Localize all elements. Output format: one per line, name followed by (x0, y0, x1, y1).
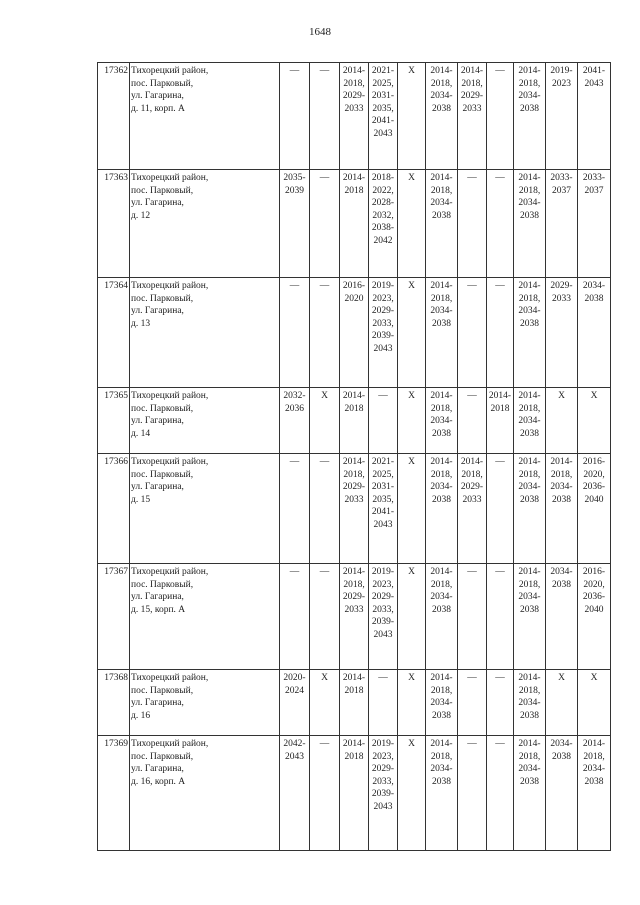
period-cell (426, 670, 458, 736)
period-text: — (319, 739, 330, 749)
period-text: 2014- 2018, 2034- 2038 (430, 567, 453, 615)
address-cell (130, 388, 280, 454)
period-text: 2014- 2018, 2029- 2033 (460, 457, 484, 505)
period-cell (310, 736, 340, 851)
period-cell (514, 63, 546, 170)
period-cell (458, 63, 487, 170)
period-text: 2034- 2038 (550, 567, 573, 590)
period-text: — (495, 66, 505, 76)
period-text: X (408, 673, 415, 683)
period-cell (426, 278, 458, 388)
row-number: 17366 (98, 454, 130, 564)
period-cell (514, 670, 546, 736)
table-row (98, 278, 611, 388)
period-text: 2016- 2020, 2036- 2040 (582, 457, 606, 505)
period-cell (280, 564, 310, 670)
period-text: — (319, 281, 330, 291)
address-cell (130, 736, 280, 851)
period-text: X (590, 391, 598, 401)
period-cell (310, 454, 340, 564)
page-number: 1648 (309, 26, 331, 38)
period-cell (458, 278, 487, 388)
period-cell (310, 170, 340, 278)
period-cell (426, 736, 458, 851)
address-cell (130, 454, 280, 564)
period-cell (578, 564, 611, 670)
period-cell (578, 736, 611, 851)
period-text: — (495, 281, 505, 291)
address-text: Тихорецкий район, пос. Парковый, ул. Гагарина, д. 14 (131, 391, 209, 439)
period-text: — (467, 173, 477, 183)
period-cell (280, 63, 310, 170)
period-cell (426, 63, 458, 170)
period-text: — (319, 66, 330, 76)
period-text: 2014- 2018, 2034- 2038 (430, 281, 453, 329)
period-text: 2014- 2018 (488, 391, 512, 414)
period-cell (398, 278, 426, 388)
period-text: X (408, 66, 415, 76)
period-text: 2014- 2018 (342, 673, 366, 696)
period-cell (280, 736, 310, 851)
period-text: 2034- 2038 (582, 281, 606, 304)
period-text: X (408, 567, 415, 577)
period-cell (578, 454, 611, 564)
period-text: 2014- 2018, 2034- 2038 (550, 457, 573, 505)
period-cell (369, 278, 398, 388)
period-text: 2014- 2018, 2034- 2038 (518, 173, 541, 221)
period-cell (458, 388, 487, 454)
period-text: X (590, 673, 598, 683)
period-cell (426, 454, 458, 564)
period-cell (546, 454, 578, 564)
period-cell (310, 63, 340, 170)
address-cell (130, 63, 280, 170)
period-text: 2014- 2018, 2034- 2038 (582, 739, 606, 787)
period-cell (487, 454, 514, 564)
period-cell (340, 564, 369, 670)
period-cell (514, 564, 546, 670)
period-cell (546, 736, 578, 851)
period-cell (514, 736, 546, 851)
period-cell (487, 278, 514, 388)
period-cell (340, 278, 369, 388)
period-cell (310, 278, 340, 388)
period-cell (310, 564, 340, 670)
address-text: Тихорецкий район, пос. Парковый, ул. Гагарина, д. 16 (131, 673, 209, 721)
period-text: 2021- 2025, 2031- 2035, 2041- 2043 (371, 457, 395, 530)
period-text: 2034- 2038 (550, 739, 573, 762)
address-text: Тихорецкий район, пос. Парковый, ул. Гагарина, д. 13 (131, 281, 209, 329)
period-text: 2014- 2018, 2034- 2038 (430, 457, 453, 505)
period-text: 2014- 2018, 2034- 2038 (518, 66, 541, 114)
period-cell (546, 388, 578, 454)
address-text: Тихорецкий район, пос. Парковый, ул. Гагарина, д. 12 (131, 173, 209, 221)
period-cell (458, 564, 487, 670)
period-text: — (289, 457, 300, 467)
row-number: 17368 (98, 670, 130, 736)
period-text: — (495, 739, 505, 749)
period-cell (546, 63, 578, 170)
period-cell (546, 670, 578, 736)
period-cell (340, 670, 369, 736)
table-row (98, 670, 611, 736)
period-text: — (319, 173, 330, 183)
table-row (98, 388, 611, 454)
row-number: 17369 (98, 736, 130, 851)
period-text: 2041- 2043 (582, 66, 606, 89)
address-cell (130, 564, 280, 670)
period-cell (369, 388, 398, 454)
period-text: — (378, 391, 388, 401)
period-cell (514, 388, 546, 454)
address-text: Тихорецкий район, пос. Парковый, ул. Гагарина, д. 16, корп. А (131, 739, 209, 787)
period-cell (280, 170, 310, 278)
period-text: 2019- 2023, 2029- 2033, 2039- 2043 (371, 739, 395, 812)
period-cell (578, 170, 611, 278)
period-text: 2014- 2018, 2029- 2033 (342, 66, 366, 114)
period-cell (369, 63, 398, 170)
table-row (98, 454, 611, 564)
period-text: 2016- 2020, 2036- 2040 (582, 567, 606, 615)
period-cell (340, 454, 369, 564)
period-text: — (319, 457, 330, 467)
table-row (98, 63, 611, 170)
period-text: 2014- 2018 (342, 739, 366, 762)
period-cell (369, 670, 398, 736)
row-number: 17367 (98, 564, 130, 670)
period-cell (340, 63, 369, 170)
table-row (98, 564, 611, 670)
period-text: X (408, 739, 415, 749)
period-text: 2014- 2018, 2034- 2038 (430, 391, 453, 439)
period-cell (458, 736, 487, 851)
row-number: 17363 (98, 170, 130, 278)
period-text: X (321, 673, 328, 683)
period-text: 2033- 2037 (582, 173, 606, 196)
period-text: 2016- 2020 (342, 281, 366, 304)
period-cell (398, 170, 426, 278)
period-cell (398, 670, 426, 736)
period-text: 2032- 2036 (283, 391, 306, 414)
address-cell (130, 670, 280, 736)
period-text: 2014- 2018, 2034- 2038 (430, 173, 453, 221)
period-text: 2021- 2025, 2031- 2035, 2041- 2043 (371, 66, 395, 139)
address-text: Тихорецкий район, пос. Парковый, ул. Гагарина, д. 15 (131, 457, 209, 505)
period-cell (426, 388, 458, 454)
period-cell (514, 454, 546, 564)
period-text: 2014- 2018, 2029- 2033 (460, 66, 484, 114)
period-text: — (495, 673, 505, 683)
period-cell (369, 170, 398, 278)
period-text: 2014- 2018, 2029- 2033 (342, 457, 366, 505)
period-cell (487, 170, 514, 278)
period-text: — (467, 567, 477, 577)
period-text: 2014- 2018, 2034- 2038 (430, 739, 453, 787)
period-cell (514, 170, 546, 278)
period-cell (578, 278, 611, 388)
period-text: 2014- 2018, 2034- 2038 (518, 391, 541, 439)
period-text: — (378, 673, 388, 683)
period-cell (398, 388, 426, 454)
period-text: — (495, 457, 505, 467)
period-text: 2018- 2022, 2028- 2032, 2038- 2042 (371, 173, 395, 246)
period-text: X (408, 457, 415, 467)
period-cell (458, 170, 487, 278)
period-text: — (289, 567, 300, 577)
period-text: 2014- 2018 (342, 391, 366, 414)
period-cell (310, 670, 340, 736)
period-cell (369, 736, 398, 851)
period-cell (487, 388, 514, 454)
period-cell (487, 63, 514, 170)
period-cell (340, 388, 369, 454)
period-text: — (467, 391, 477, 401)
period-text: — (467, 673, 477, 683)
period-text: 2035- 2039 (283, 173, 306, 196)
address-text: Тихорецкий район, пос. Парковый, ул. Гагарина, д. 11, корп. А (131, 66, 209, 114)
period-text: X (408, 391, 415, 401)
period-cell (546, 564, 578, 670)
period-cell (398, 454, 426, 564)
period-cell (458, 670, 487, 736)
address-cell (130, 278, 280, 388)
period-text: 2014- 2018, 2034- 2038 (518, 673, 541, 721)
period-cell (426, 564, 458, 670)
row-number: 17364 (98, 278, 130, 388)
period-cell (280, 388, 310, 454)
period-cell (458, 454, 487, 564)
period-cell (578, 388, 611, 454)
period-text: 2014- 2018, 2034- 2038 (518, 567, 541, 615)
period-text: 2014- 2018 (342, 173, 366, 196)
period-cell (398, 63, 426, 170)
table-row (98, 736, 611, 851)
row-number: 17365 (98, 388, 130, 454)
period-text: 2019- 2023 (550, 66, 573, 89)
period-text: 2014- 2018, 2034- 2038 (518, 457, 541, 505)
period-cell (578, 670, 611, 736)
period-cell (340, 170, 369, 278)
period-text: 2029- 2033 (550, 281, 573, 304)
period-cell (426, 170, 458, 278)
period-text: 2042- 2043 (283, 739, 306, 762)
period-cell (280, 454, 310, 564)
period-cell (280, 278, 310, 388)
period-text: 2019- 2023, 2029- 2033, 2039- 2043 (371, 281, 395, 354)
period-text: X (558, 391, 565, 401)
period-cell (398, 564, 426, 670)
period-cell (487, 736, 514, 851)
period-text: 2014- 2018, 2029- 2033 (342, 567, 366, 615)
period-text: X (321, 391, 328, 401)
address-cell (130, 170, 280, 278)
row-number: 17362 (98, 63, 130, 170)
period-text: — (495, 567, 505, 577)
period-cell (340, 736, 369, 851)
period-text: X (408, 173, 415, 183)
period-text: 2014- 2018, 2034- 2038 (518, 739, 541, 787)
period-text: 2014- 2018, 2034- 2038 (430, 66, 453, 114)
period-cell (369, 454, 398, 564)
period-cell (369, 564, 398, 670)
period-text: 2019- 2023, 2029- 2033, 2039- 2043 (371, 567, 395, 640)
period-cell (514, 278, 546, 388)
period-cell (310, 388, 340, 454)
period-cell (546, 170, 578, 278)
period-text: X (408, 281, 415, 291)
period-text: — (289, 66, 300, 76)
period-text: X (558, 673, 565, 683)
period-cell (578, 63, 611, 170)
period-text: — (467, 739, 477, 749)
period-text: — (319, 567, 330, 577)
period-text: — (467, 281, 477, 291)
period-cell (487, 670, 514, 736)
period-text: — (495, 173, 505, 183)
period-text: 2014- 2018, 2034- 2038 (518, 281, 541, 329)
period-cell (546, 278, 578, 388)
period-cell (280, 670, 310, 736)
period-cell (398, 736, 426, 851)
period-text: 2020- 2024 (283, 673, 306, 696)
period-text: — (289, 281, 300, 291)
address-text: Тихорецкий район, пос. Парковый, ул. Гагарина, д. 15, корп. А (131, 567, 209, 615)
period-text: 2033- 2037 (550, 173, 573, 196)
period-cell (487, 564, 514, 670)
period-text: 2014- 2018, 2034- 2038 (430, 673, 453, 721)
table-row (98, 170, 611, 278)
repair-schedule-table (97, 62, 611, 851)
